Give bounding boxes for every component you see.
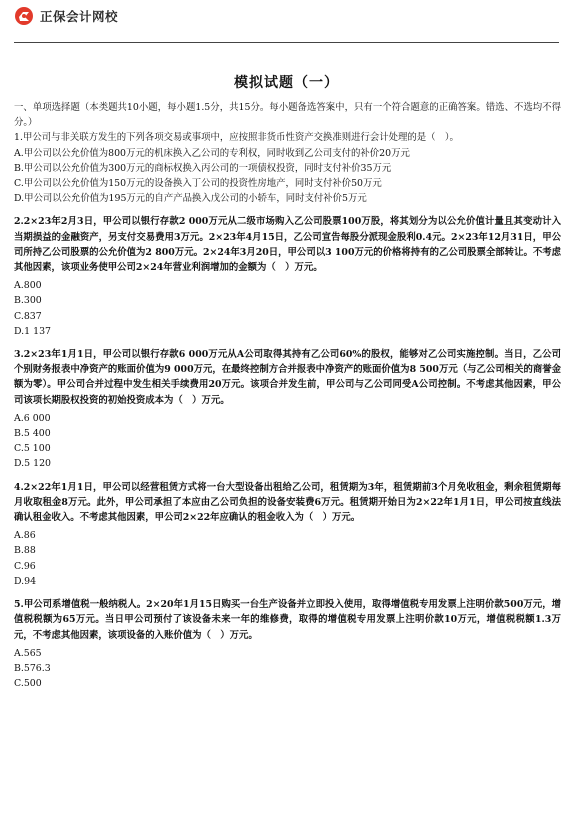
- option-d: D.甲公司以公允价值为195万元的自产产品换入戊公司的小轿车，同时支付补价5万元: [14, 193, 367, 205]
- option-b: B.88: [14, 545, 36, 557]
- site-header: [14, 4, 118, 28]
- header-divider: [14, 42, 559, 43]
- option-c: C.96: [14, 560, 36, 572]
- question-stem: 2.2×23年2月3日，甲公司以银行存款2 000万元从二级市场购入乙公司股票100万股，将其划分为以公允价值计量且其变动计入当期损益的金融资产，另支付交易费用3万元。2×23年4月15日，乙公司宣告每股分派现金股利0.4元。2×23年12月31日，甲公司所持乙公司股票的公允价值为2 800万元。2×24年3月20日，甲公司以3 100万元的价格将持有的乙公司股票全部转让。不考虑其他因素，该项业务使甲公司2×24年营业利润增加的金额为（ ）万元。: [14, 216, 561, 274]
- question-1: [14, 130, 561, 206]
- option-a: A.86: [14, 530, 36, 542]
- brand-name: 正保会计网校: [40, 9, 119, 24]
- option-d: D.1 137: [14, 325, 52, 337]
- option-b: B.576.3: [14, 662, 51, 674]
- question-3: [14, 347, 561, 472]
- option-b: B.300: [14, 295, 42, 307]
- option-c: C.甲公司以公允价值为150万元的设备换入丁公司的投资性房地产，同时支付补价50万元: [14, 178, 382, 190]
- question-stem: 1.甲公司与非关联方发生的下列各项交易或事项中，应按照非货币性资产交换准则进行会计处理的是（ ）。: [14, 132, 459, 144]
- option-d: D.5 120: [14, 458, 52, 470]
- zhengbao-logo-icon: [14, 6, 34, 26]
- question-stem: 4.2×22年1月1日，甲公司以经营租赁方式将一台大型设备出租给乙公司，租赁期为3年，租赁期前3个月免收租金，剩余租赁期每月收取租金8万元。此外，甲公司承担了本应由乙公司负担的设备安装费6万元。租赁期开始日为2×22年1月1日，甲公司按直线法确认租金收入。不考虑其他因素，甲公司2×22年应确认的租金收入为（ ）万元。: [14, 481, 561, 524]
- option-a: A.甲公司以公允价值为800万元的机床换入乙公司的专利权，同时收到乙公司支付的补价20万元: [14, 147, 410, 159]
- option-c: C.837: [14, 310, 42, 322]
- question-stem: 5.甲公司系增值税一般纳税人。2×20年1月15日购买一台生产设备并立即投入使用，取得增值税专用发票上注明价款500万元，增值税税额为65万元。当日甲公司预付了该设备未来一年的维修费，取得的增值税专用发票上注明价款10万元，增值税税额1.3万元，不考虑其他因素，该项设备的入账价值为（ ）万元。: [14, 599, 561, 641]
- exam-content: [14, 100, 561, 691]
- question-4: [14, 480, 561, 589]
- option-c: C.5 100: [14, 443, 51, 455]
- option-a: A.6 000: [14, 412, 51, 424]
- option-c: C.500: [14, 678, 42, 690]
- page-title: 模拟试题（一）: [234, 75, 339, 91]
- option-b: B.甲公司以公允价值为300万元的商标权换入丙公司的一项债权投资，同时支付补价35万元: [14, 162, 392, 174]
- section-instructions: 一、单项选择题（本类题共10小题，每小题1.5分，共15分。每小题备选答案中，只有一个符合题意的正确答案。错选、不选均不得分。）: [14, 102, 561, 129]
- option-b: B.5 400: [14, 428, 51, 440]
- option-a: A.800: [14, 280, 42, 292]
- question-2: [14, 214, 561, 339]
- option-a: A.565: [14, 647, 42, 659]
- option-d: D.94: [14, 575, 37, 587]
- question-stem: 3.2×23年1月1日，甲公司以银行存款6 000万元从A公司取得其持有乙公司60%的股权，能够对乙公司实施控制。当日，乙公司个别财务报表中净资产的账面价值为9 000万元，在最终控制方合并报表中净资产的账面价值为8 500万元（与乙公司相关的商誉金额为零）。甲公司合并过程中发生相关手续费用20万元。该项合并发生前，甲公司与乙公司同受A公司控制。不考虑其他因素，甲公司该项长期股权投资的初始投资成本为（ ）万元。: [14, 349, 561, 406]
- question-5: [14, 597, 561, 691]
